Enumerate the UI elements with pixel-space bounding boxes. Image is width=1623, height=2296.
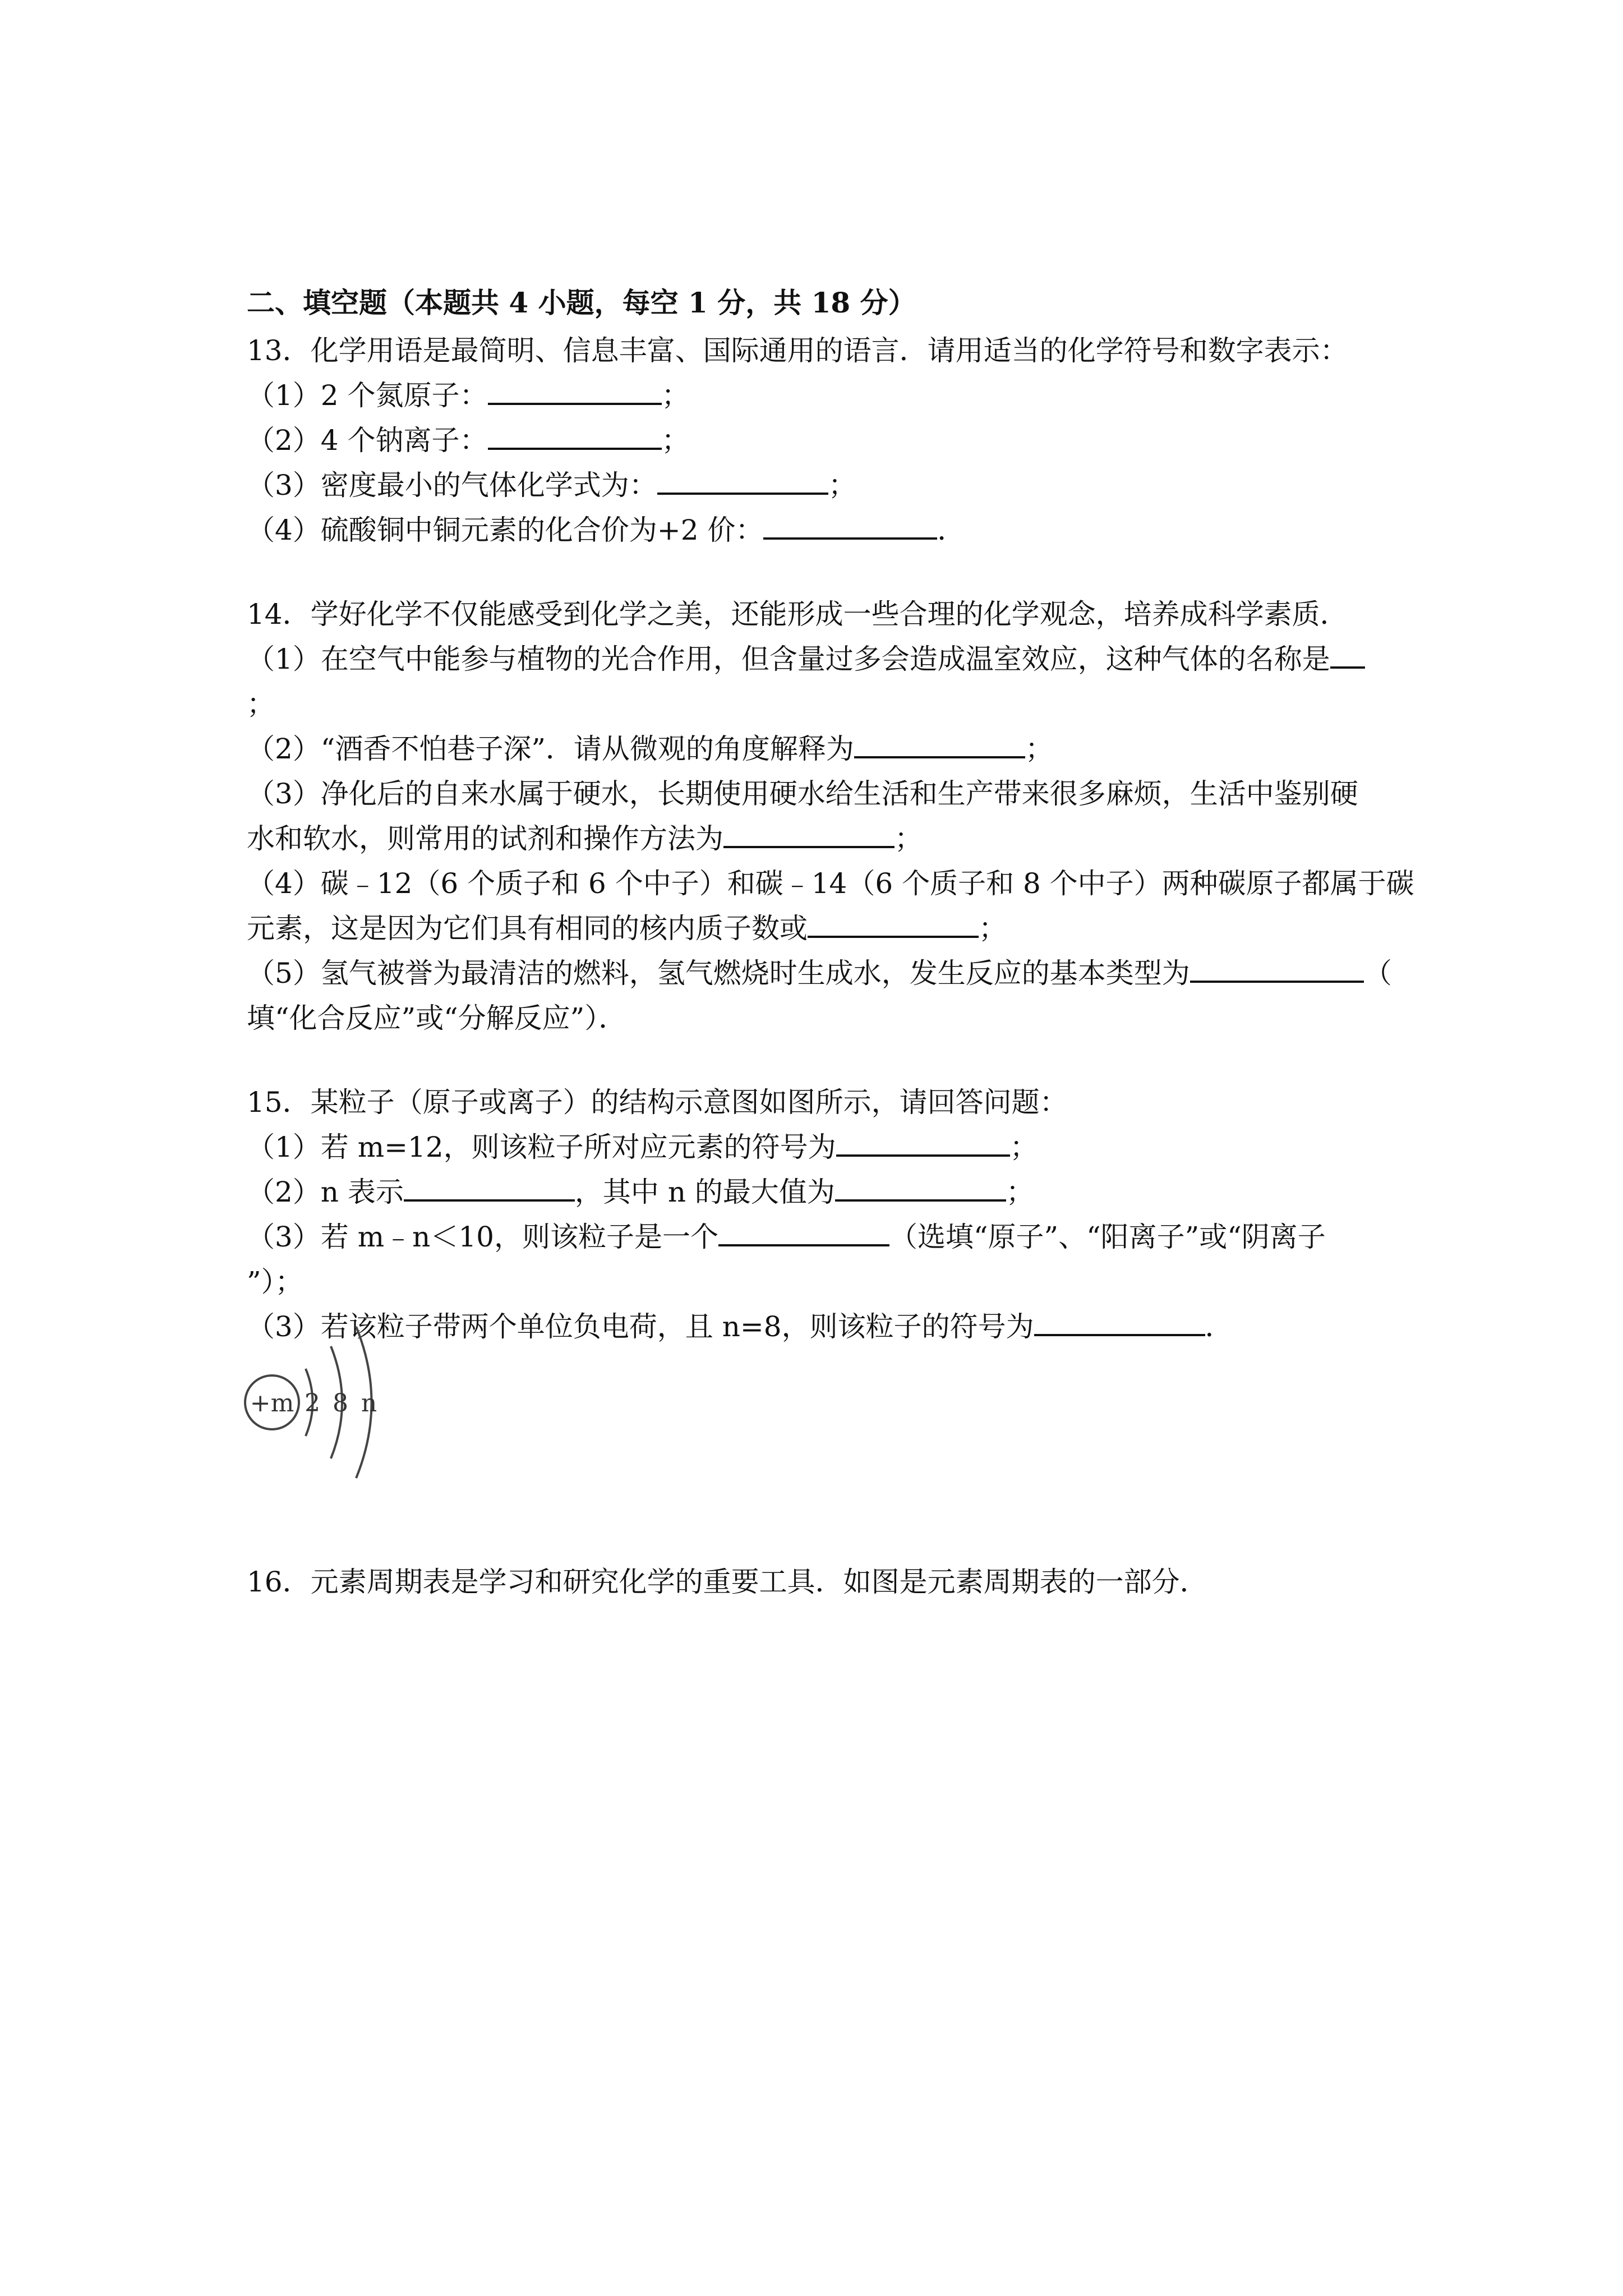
q15-p2-text: （2）n 表示 bbox=[247, 1176, 404, 1208]
q14-part-1 bbox=[247, 637, 1396, 682]
q14-p3-end: ； bbox=[895, 822, 923, 855]
q14-p5-paren: （ bbox=[1363, 957, 1392, 990]
q14-p4-end: ； bbox=[979, 912, 1007, 945]
shell-electrons-3: n bbox=[361, 1389, 377, 1418]
q13-p3-text: （3）密度最小的气体化学式为： bbox=[247, 469, 657, 501]
q15-part-2 bbox=[247, 1170, 1396, 1214]
answer-blank[interactable] bbox=[854, 728, 1025, 758]
q14-part-4: （4）碳﹣12（6 个质子和 6 个中子）和碳﹣14（6 个质子和 8 个中子）两种碳原子都属于碳 bbox=[247, 867, 1414, 900]
q15-p1-text: （1）若 m=12，则该粒子所对应元素的符号为 bbox=[247, 1131, 836, 1163]
answer-blank[interactable] bbox=[763, 509, 937, 540]
answer-blank[interactable] bbox=[808, 908, 979, 938]
q15-part-1 bbox=[247, 1125, 1396, 1170]
q13-p3-end: ； bbox=[828, 469, 856, 501]
q15-p2-end: ； bbox=[1006, 1176, 1034, 1208]
q15-part-4 bbox=[247, 1304, 1396, 1349]
q14-part-3-cont bbox=[247, 816, 1396, 861]
nucleus-charge: +m bbox=[250, 1389, 294, 1418]
q14-part-4-cont bbox=[247, 906, 1396, 951]
answer-blank[interactable] bbox=[835, 1171, 1006, 1202]
q15-part-3 bbox=[247, 1214, 1396, 1259]
q14-p2-end: ； bbox=[1025, 733, 1053, 765]
answer-blank[interactable] bbox=[836, 1126, 1010, 1157]
q16-stem: 16．元素周期表是学习和研究化学的重要工具．如图是元素周期表的一部分． bbox=[247, 1566, 1208, 1598]
q14-stem: 14．学好化学不仅能感受到化学之美，还能形成一些合理的化学观念，培养成科学素质． bbox=[247, 598, 1348, 631]
q13-part-2 bbox=[247, 418, 1396, 463]
q14-p1-text: （1）在空气中能参与植物的光合作用，但含量过多会造成温室效应，这种气体的名称是 bbox=[247, 643, 1330, 675]
answer-blank[interactable] bbox=[488, 420, 662, 450]
answer-blank[interactable] bbox=[488, 375, 662, 405]
answer-blank[interactable] bbox=[1330, 638, 1365, 669]
answer-blank[interactable] bbox=[1190, 953, 1364, 983]
shell-electrons-2: 8 bbox=[333, 1389, 348, 1418]
q15-p3-options: （选填“原子”、“阳离子”或“阴离子 bbox=[889, 1221, 1326, 1253]
q15-stem: 15．某粒子（原子或离子）的结构示意图如图所示，请回答问题： bbox=[247, 1086, 1068, 1119]
q13-p4-text: （4）硫酸铜中铜元素的化合价为+2 价： bbox=[247, 514, 764, 546]
q14-part-5 bbox=[247, 951, 1396, 996]
answer-blank[interactable] bbox=[718, 1216, 889, 1246]
answer-blank[interactable] bbox=[404, 1171, 575, 1202]
answer-blank[interactable] bbox=[723, 818, 895, 848]
q14-p3-text: 水和软水，则常用的试剂和操作方法为 bbox=[247, 822, 723, 855]
q14-part-2 bbox=[247, 726, 1396, 771]
q15-p3-text: （3）若 m﹣n＜10，则该粒子是一个 bbox=[247, 1221, 718, 1253]
q13-part-1 bbox=[247, 373, 1396, 418]
q13-p4-end: ． bbox=[937, 514, 966, 546]
q13-part-3 bbox=[247, 463, 1396, 508]
q13-p1-end: ； bbox=[661, 379, 690, 412]
atomic-structure-diagram bbox=[241, 1307, 398, 1498]
q15-p4-end: ． bbox=[1205, 1310, 1233, 1343]
q13-stem: 13．化学用语是最简明、信息丰富、国际通用的语言．请用适当的化学符号和数字表示： bbox=[247, 334, 1348, 367]
q13-p1-text: （1）2 个氮原子： bbox=[247, 379, 488, 412]
q14-p4-text: 元素，这是因为它们具有相同的核内质子数或 bbox=[247, 912, 808, 945]
q15-p2-mid: ，其中 n 的最大值为 bbox=[574, 1176, 835, 1208]
q13-part-4 bbox=[247, 508, 1396, 553]
q13-p2-text: （2）4 个钠离子： bbox=[247, 424, 488, 457]
answer-blank[interactable] bbox=[657, 464, 828, 495]
q14-part-3: （3）净化后的自来水属于硬水，长期使用硬水给生活和生产带来很多麻烦，生活中鉴别硬 bbox=[247, 777, 1358, 810]
q14-p2-text: （2）“酒香不怕巷子深”．请从微观的角度解释为 bbox=[247, 733, 854, 765]
q15-p1-end: ； bbox=[1009, 1131, 1038, 1163]
section-title: 二、填空题（本题共 4 小题，每空 1 分，共 18 分） bbox=[247, 286, 916, 319]
q15-p4-text: （3）若该粒子带两个单位负电荷，且 n=8，则该粒子的符号为 bbox=[247, 1310, 1034, 1343]
q13-p2-end: ； bbox=[661, 424, 690, 457]
q14-p5-text: （5）氢气被誉为最清洁的燃料，氢气燃烧时生成水，发生反应的基本类型为 bbox=[247, 957, 1190, 990]
answer-blank[interactable] bbox=[1034, 1306, 1205, 1336]
shell-electrons-1: 2 bbox=[305, 1389, 320, 1418]
q14-part-5-cont: 填“化合反应”或“分解反应”）． bbox=[247, 1002, 627, 1034]
q14-part-1-cont: ； bbox=[247, 688, 275, 720]
q15-part-3-cont: ”）； bbox=[247, 1266, 303, 1298]
